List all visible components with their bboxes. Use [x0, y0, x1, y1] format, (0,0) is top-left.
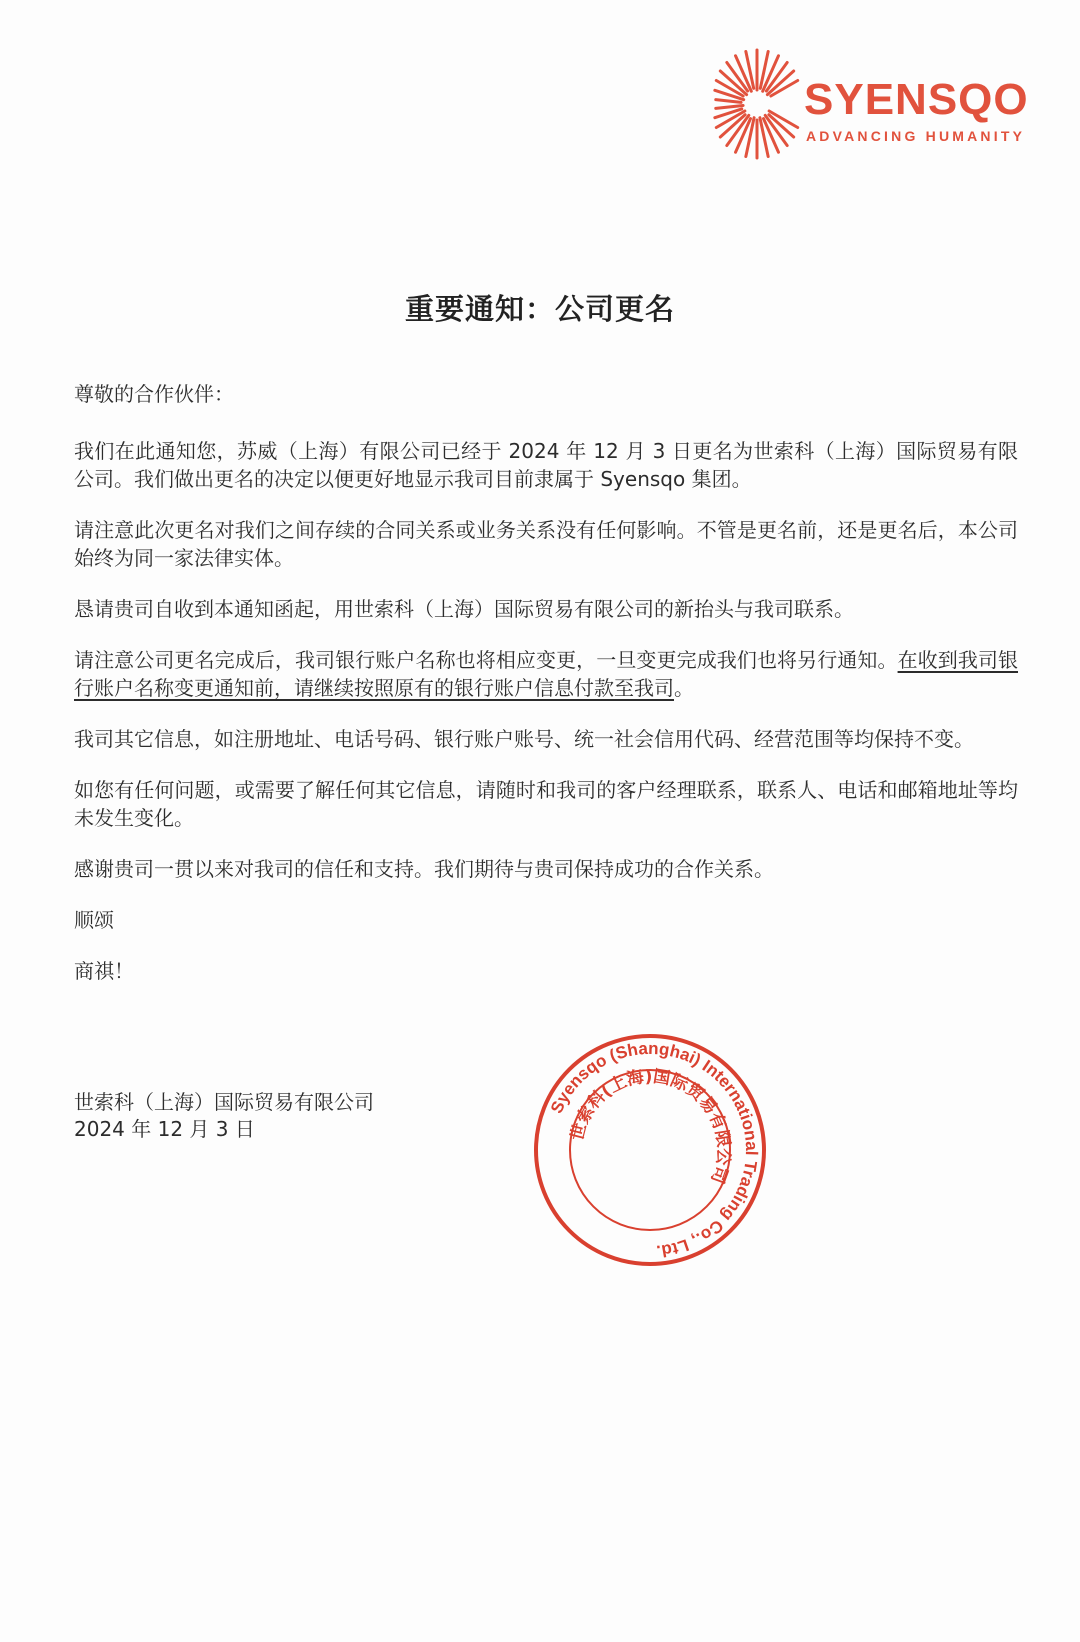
logo-tagline: ADVANCING HUMANITY — [806, 128, 1026, 144]
seal-outer-text: Syensqo (Shanghai) International Trading Co., Ltd. — [546, 1038, 762, 1261]
paragraph-no-impact: 请注意此次更名对我们之间存续的合同关系或业务关系没有任何影响。不管是更名前，还是更名后，本公司始终为同一家法律实体。 — [74, 518, 1018, 570]
logo-ray — [716, 105, 743, 108]
letter-body — [74, 380, 1018, 1008]
signature-date: 2024 年 12 月 3 日 — [74, 1117, 255, 1141]
paragraph-rename: 我们在此通知您，苏威（上海）有限公司已经于 2024 年 12 月 3 日更名为世索科（上海）国际贸易有限公司。我们做出更名的决定以便更好地显示我司目前隶属于 Syensqo 集团。 — [74, 439, 1018, 491]
company-seal — [530, 1030, 770, 1270]
paragraph-new-header: 恳请贵司自收到本通知函起，用世索科（上海）国际贸易有限公司的新抬头与我司联系。 — [74, 597, 854, 621]
closing-1: 顺颂 — [74, 908, 114, 932]
greeting: 尊敬的合作伙伴： — [74, 382, 234, 406]
page-title: 重要通知：公司更名 — [404, 292, 675, 326]
closing-2: 商祺！ — [74, 959, 134, 983]
signature-block — [74, 1089, 374, 1143]
paragraph-contact: 如您有任何问题，或需要了解任何其它信息，请随时和我司的客户经理联系，联系人、电话和邮箱地址等均未发生变化。 — [74, 778, 1018, 830]
syensqo-logo — [712, 48, 1042, 160]
paragraph-other-info: 我司其它信息，如注册地址、电话号码、银行账户账号、统一社会信用代码、经营范围等均保持不变。 — [74, 727, 974, 751]
logo-ray — [716, 100, 741, 103]
bank-underlined-text: 在收到我司银行账户名称变更通知前，请继续按照原有的银行账户信息付款至我司 — [74, 648, 1019, 700]
bank-end: 。 — [674, 676, 694, 700]
paragraph-thanks: 感谢贵司一贯以来对我司的信任和支持。我们期待与贵司保持成功的合作关系。 — [74, 857, 774, 881]
signature-company: 世索科（上海）国际贸易有限公司 — [74, 1090, 374, 1114]
bank-text: 请注意公司更名完成后，我司银行账户名称也将相应变更，一旦变更完成我们也将另行通知。 — [74, 648, 898, 672]
paragraph-bank — [74, 646, 1018, 702]
seal-inner-text: 世索科(上海)国际贸易有限公司 — [567, 1066, 734, 1186]
sunburst-logo-icon — [712, 48, 802, 160]
logo-wordmark: SYENSQO — [804, 75, 1029, 124]
